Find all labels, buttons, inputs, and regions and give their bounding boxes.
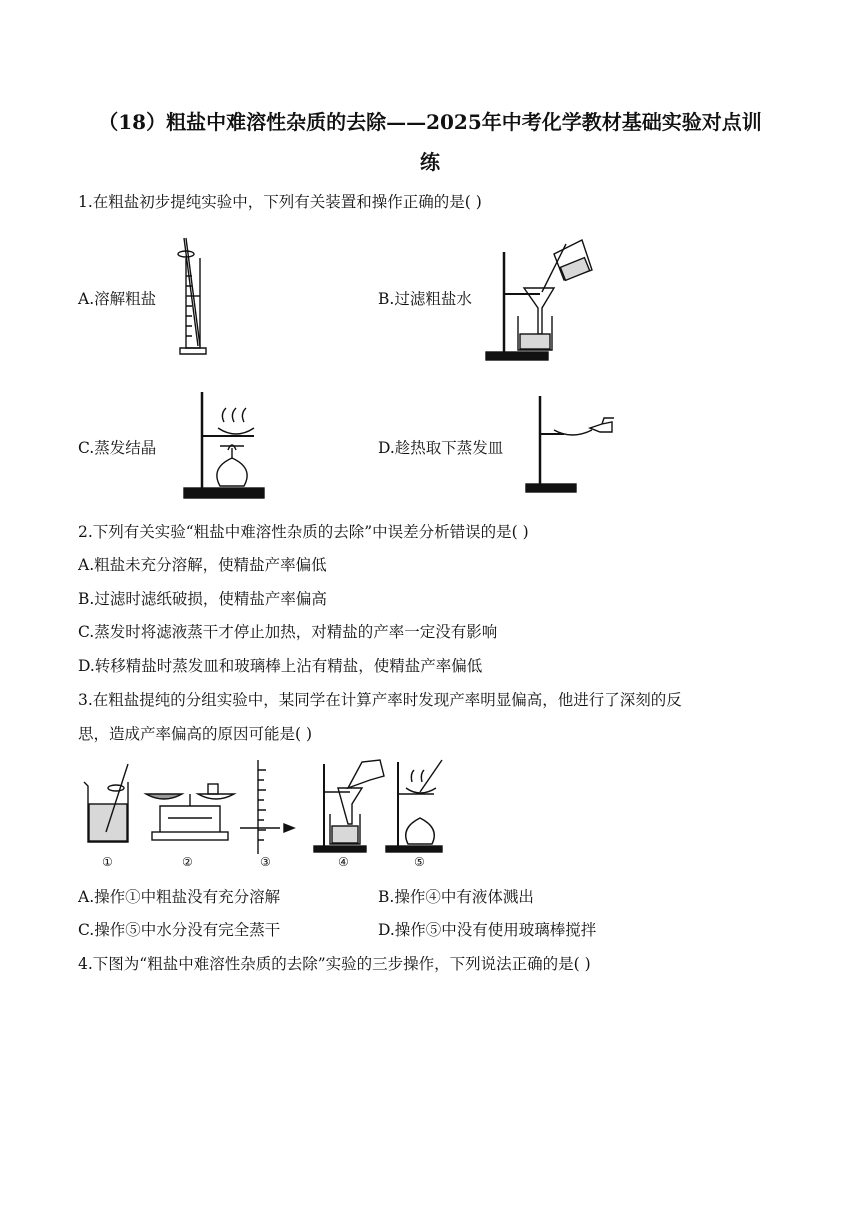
q3-option-b: B.操作④中有液体溅出 <box>378 888 534 906</box>
q2-option-d: D.转移精盐时蒸发皿和玻璃棒上沾有精盐，使精盐产率偏低 <box>78 657 483 675</box>
q1-figure-d-remove-dish <box>520 392 620 496</box>
q2-option-a: A.粗盐未充分溶解，使精盐产率偏低 <box>78 556 327 574</box>
q3-option-a: A.操作①中粗盐没有充分溶解 <box>78 888 281 906</box>
title-line-1: （18）粗盐中难溶性杂质的去除——2025年中考化学教材基础实验对点训 <box>98 110 762 134</box>
q1-option-a: A.溶解粗盐 <box>78 290 157 308</box>
q3-option-c: C.操作⑤中水分没有完全蒸干 <box>78 921 281 939</box>
q3-figure-label-5: ⑤ <box>414 855 425 869</box>
q2-option-c: C.蒸发时将滤液蒸干才停止加热，对精盐的产率一定没有影响 <box>78 623 498 641</box>
q1-option-b: B.过滤粗盐水 <box>378 290 472 308</box>
q4-stem: 4.下图为“粗盐中难溶性杂质的去除”实验的三步操作，下列说法正确的是( ) <box>78 955 591 973</box>
q2-option-b: B.过滤时滤纸破损，使精盐产率偏高 <box>78 590 327 608</box>
q1-option-c: C.蒸发结晶 <box>78 439 157 457</box>
q3-stem-line-2: 思，造成产率偏高的原因可能是( ) <box>78 725 313 743</box>
q3-figure-label-4: ④ <box>338 855 349 869</box>
q3-figure-operations <box>80 758 450 876</box>
q1-figure-c-evaporation <box>180 388 270 500</box>
q1-figure-a-graduated-cylinder <box>172 236 212 361</box>
q1-option-d: D.趁热取下蒸发皿 <box>378 439 504 457</box>
q3-figure-label-2: ② <box>182 855 193 869</box>
q3-figure-label-1: ① <box>102 855 113 869</box>
q3-stem-line-1: 3.在粗盐提纯的分组实验中，某同学在计算产率时发现产率明显偏高，他进行了深刻的反 <box>78 691 682 709</box>
q2-stem: 2.下列有关实验“粗盐中难溶性杂质的去除”中误差分析错误的是( ) <box>78 523 529 541</box>
q3-option-d: D.操作⑤中没有使用玻璃棒搅拌 <box>378 921 597 939</box>
q3-figure-label-3: ③ <box>260 855 271 869</box>
document-title <box>60 102 800 182</box>
q1-stem: 1.在粗盐初步提纯实验中，下列有关装置和操作正确的是( ) <box>78 193 482 211</box>
q1-figure-b-filtration <box>480 234 595 366</box>
title-line-2: 练 <box>420 150 440 174</box>
